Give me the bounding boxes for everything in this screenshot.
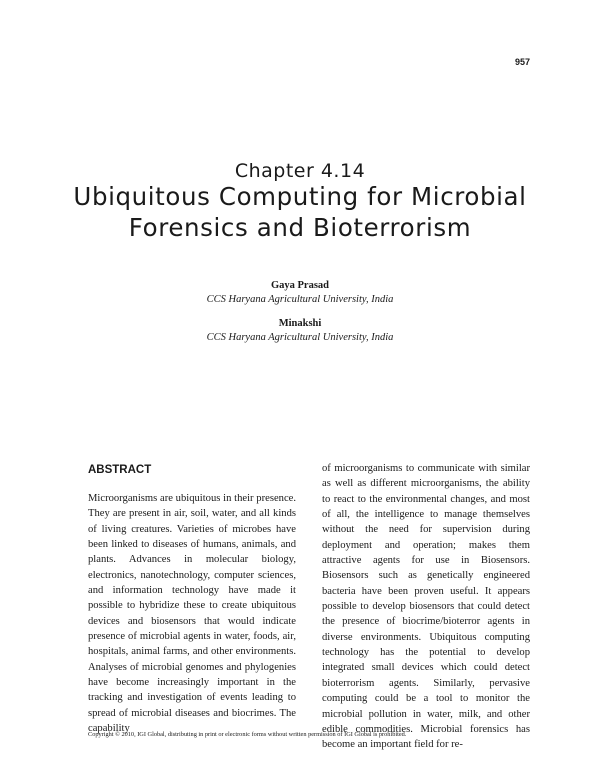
- abstract-paragraph: Microorganisms are ubiquitous in their presence. They are present in air, soil, water, and all kinds of living creatures. Varieties of microbes have been linked to diseases of humans, animals, and plants. Advances in molecular biology, electronics, nanotechnology, computer sciences, and information technology have made it possible to hybridize these to create ubiquitous devices and biosensors that would indicate presence of microbial agents in water, foods, air, hospitals, animal farms, and other environments. Analyses of microbial genomes and phylogenies have become increasingly important in the tracking and investigation of events leading to spread of microbial diseases and biocrimes. The capability: [88, 493, 296, 735]
- author-name: Gaya Prasad: [270, 280, 330, 291]
- copyright-footer: Copyright © 2010, IGI Global, distributing in print or electronic forms without written permission of IGI Global is prohibited.: [88, 731, 407, 738]
- author-affiliation: CCS Haryana Agricultural University, India: [206, 332, 394, 343]
- abstract-left-column: [88, 491, 296, 737]
- abstract-heading: ABSTRACT: [88, 464, 152, 476]
- page-number: 957: [514, 57, 530, 67]
- chapter-title: Ubiquitous Computing for Microbial Forensics and Bioterrorism: [73, 182, 527, 242]
- abstract-right-column: [322, 461, 530, 753]
- chapter-label: Chapter 4.14: [234, 160, 366, 182]
- author-affiliation: CCS Haryana Agricultural University, India: [206, 294, 394, 305]
- abstract-paragraph-continued: of microorganisms to communicate with similar as well as different microorganisms, the ability to react to the environmental changes, and most of all, the intelligence to manage themselves without the need for supervision during deployment and operation; makes them attractive agents for use in Biosensors. Biosensors such as genetically engineered bacteria have been proven useful. It appears possible to develop biosensors that could detect the presence of biocrime/bioterror agents in diverse environments. Ubiquitous computing technology has the potential to develop integrated small devices which could detect bioterrorism agents. Similarly, pervasive computing could be a tool to monitor the microbial pollution in water, milk, and other edible commodities. Microbial forensics has become an important field for re-: [322, 463, 530, 751]
- author-name: Minakshi: [278, 318, 322, 329]
